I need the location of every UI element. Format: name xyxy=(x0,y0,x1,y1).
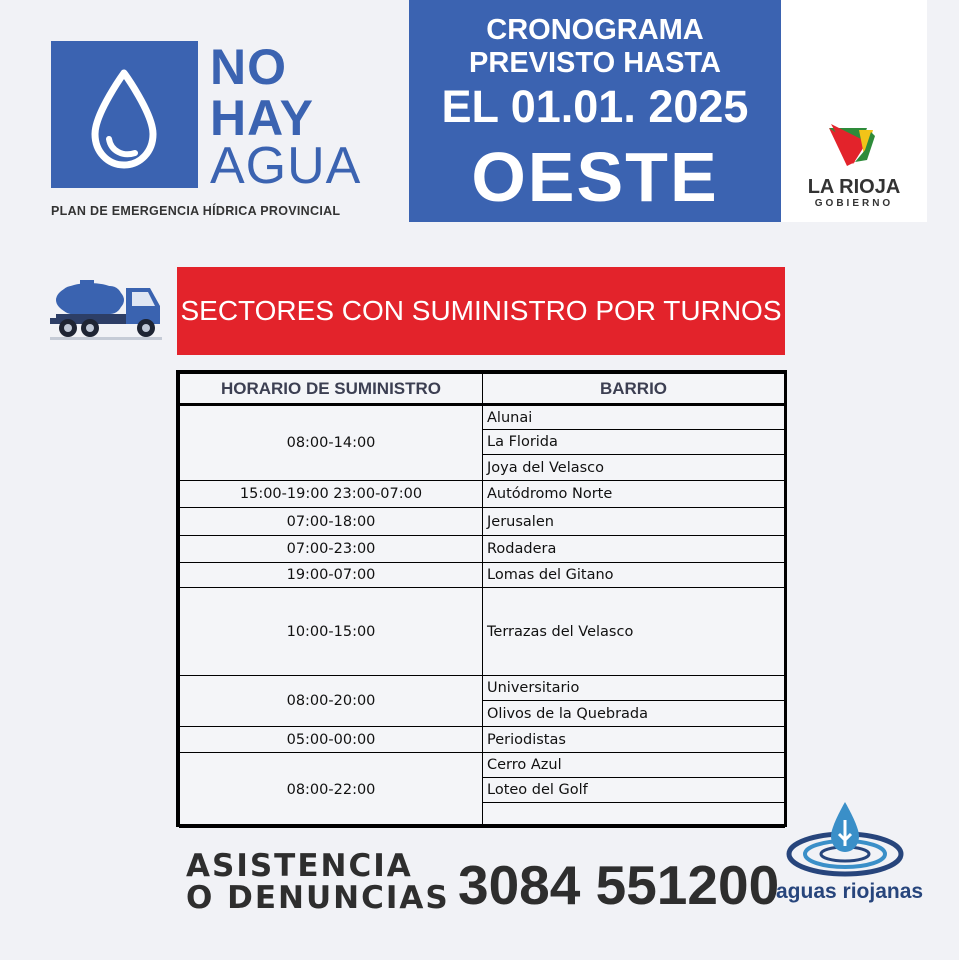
table-row xyxy=(180,536,785,563)
table-header-row xyxy=(180,374,785,405)
logo-tagline: PLAN DE EMERGENCIA HÍDRICA PROVINCIAL xyxy=(51,204,341,218)
barrio-cell: Lomas del Gitano xyxy=(483,563,785,588)
water-drop-icon xyxy=(51,41,198,188)
sectors-banner: SECTORES CON SUMINISTRO POR TURNOS xyxy=(177,267,785,355)
barrio-cell: Periodistas xyxy=(483,727,785,753)
barrio-cell: Cerro Azul xyxy=(483,753,785,778)
assistance-phone: 3084 551200 xyxy=(458,854,780,916)
la-rioja-subtitle: GOBIERNO xyxy=(814,198,894,209)
header-barrio: BARRIO xyxy=(483,374,785,405)
barrio-cell: Olivos de la Quebrada xyxy=(483,701,785,727)
header-zone: OESTE xyxy=(471,138,719,216)
water-truck-icon xyxy=(50,276,165,342)
logo-text-hay: HAY xyxy=(210,90,314,146)
horario-cell: 07:00-23:00 xyxy=(180,536,483,563)
table-row xyxy=(180,508,785,536)
barrio-cell: La Florida xyxy=(483,430,785,455)
horario-cell: 10:00-15:00 xyxy=(180,588,483,676)
table-row xyxy=(180,481,785,508)
schedule-table xyxy=(176,370,787,827)
table-row xyxy=(180,753,785,778)
logo-box xyxy=(51,41,198,188)
logo-text-agua: AGUA xyxy=(210,137,362,195)
barrio-cell: Jerusalen xyxy=(483,508,785,536)
table-row xyxy=(180,588,785,676)
la-rioja-emblem-icon xyxy=(781,0,927,175)
table-row xyxy=(180,727,785,753)
barrio-cell: Loteo del Golf xyxy=(483,778,785,803)
barrio-cell: Universitario xyxy=(483,676,785,701)
schedule-table-grid xyxy=(179,373,785,828)
logo-text-no: NO xyxy=(210,39,287,95)
horario-cell: 15:00-19:00 23:00-07:00 xyxy=(180,481,483,508)
horario-cell: 19:00-07:00 xyxy=(180,563,483,588)
assistance-line-2: O DENUNCIAS xyxy=(186,880,450,916)
aguas-riojanas-brand: aguas riojanas xyxy=(776,880,924,903)
barrio-cell: Alunai xyxy=(483,405,785,430)
horario-cell: 08:00-20:00 xyxy=(180,676,483,727)
schedule-header xyxy=(409,0,781,222)
header-horario: HORARIO DE SUMINISTRO xyxy=(180,374,483,405)
header-line-1: CRONOGRAMA xyxy=(486,14,704,46)
horario-cell: 08:00-22:00 xyxy=(180,753,483,828)
header-date: EL 01.01. 2025 xyxy=(441,81,749,132)
aguas-riojanas-logo-icon xyxy=(785,800,905,878)
horario-cell: 05:00-00:00 xyxy=(180,727,483,753)
barrio-cell: Terrazas del Velasco xyxy=(483,588,785,676)
barrio-cell xyxy=(483,803,785,828)
header-line-2: PREVISTO HASTA xyxy=(469,47,721,79)
horario-cell: 07:00-18:00 xyxy=(180,508,483,536)
barrio-cell: Joya del Velasco xyxy=(483,455,785,481)
la-rioja-name: LA RIOJA xyxy=(807,176,901,198)
table-row xyxy=(180,563,785,588)
horario-cell: 08:00-14:00 xyxy=(180,405,483,481)
assistance-line-1: ASISTENCIA xyxy=(186,848,413,884)
barrio-cell: Autódromo Norte xyxy=(483,481,785,508)
la-rioja-logo xyxy=(781,0,927,222)
table-row xyxy=(180,676,785,701)
table-row xyxy=(180,405,785,430)
barrio-cell: Rodadera xyxy=(483,536,785,563)
